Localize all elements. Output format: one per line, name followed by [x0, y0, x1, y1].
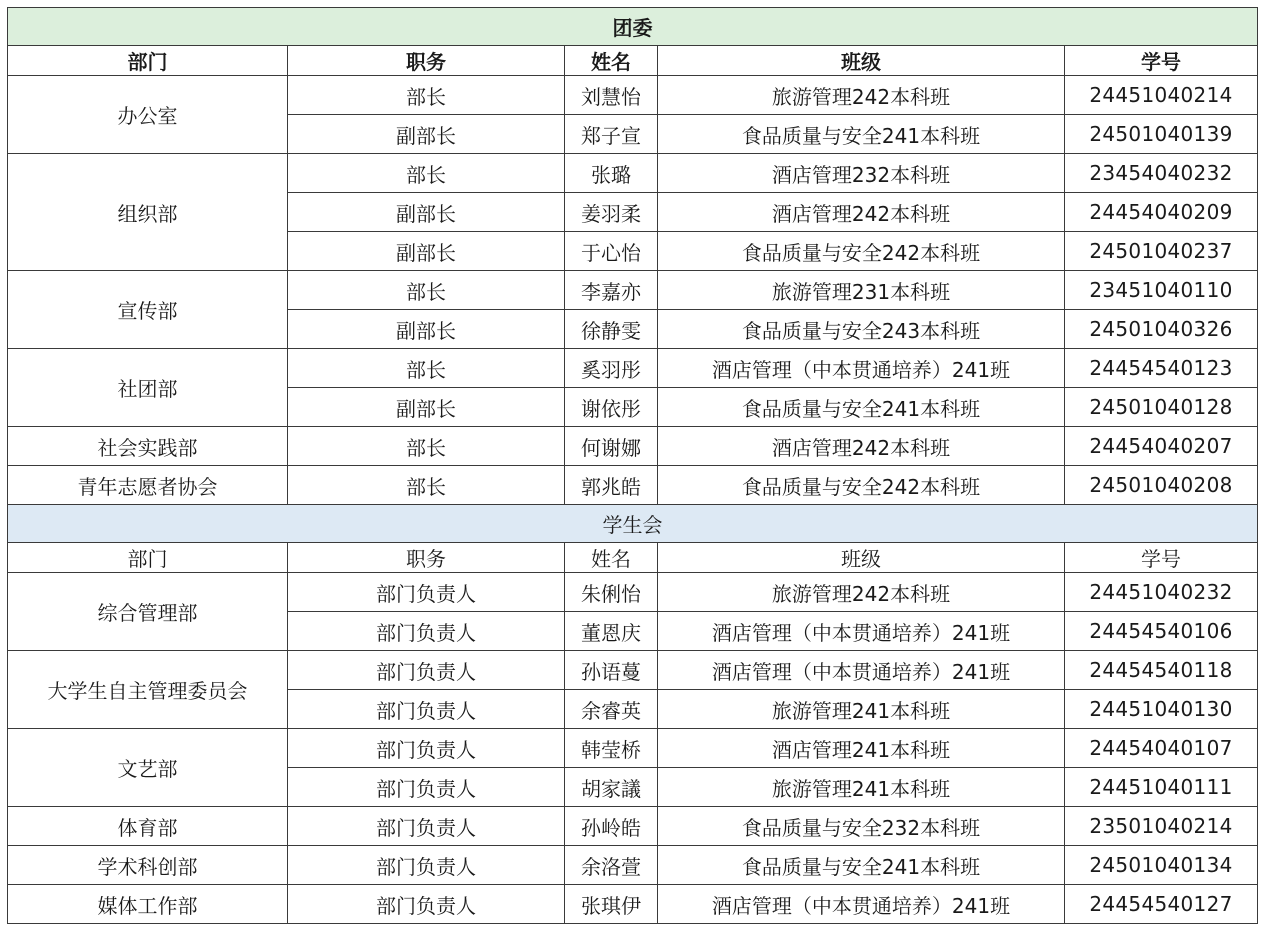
table-row — [8, 885, 1258, 924]
dept-cell: 社团部 — [8, 349, 288, 427]
role-cell: 部门负责人 — [288, 651, 565, 690]
dept-cell: 文艺部 — [8, 729, 288, 807]
role-cell: 部门负责人 — [288, 807, 565, 846]
class-cell: 旅游管理241本科班 — [658, 690, 1065, 729]
student-id-cell: 24454040209 — [1065, 193, 1258, 232]
role-cell: 部门负责人 — [288, 690, 565, 729]
role-cell: 部门负责人 — [288, 846, 565, 885]
name-cell: 余洛萱 — [565, 846, 658, 885]
header-row — [8, 543, 1258, 573]
class-cell: 旅游管理241本科班 — [658, 768, 1065, 807]
role-cell: 副部长 — [288, 232, 565, 271]
class-cell: 酒店管理242本科班 — [658, 427, 1065, 466]
class-cell: 酒店管理241本科班 — [658, 729, 1065, 768]
student-id-cell: 24454540106 — [1065, 612, 1258, 651]
table-row — [8, 729, 1258, 768]
column-header: 部门 — [8, 543, 288, 573]
class-cell: 食品质量与安全241本科班 — [658, 115, 1065, 154]
dept-cell: 宣传部 — [8, 271, 288, 349]
table-row — [8, 76, 1258, 115]
column-header: 部门 — [8, 46, 288, 76]
dept-cell: 综合管理部 — [8, 573, 288, 651]
table-row — [8, 271, 1258, 310]
class-cell: 食品质量与安全241本科班 — [658, 388, 1065, 427]
dept-cell: 体育部 — [8, 807, 288, 846]
table-row — [8, 573, 1258, 612]
dept-cell: 青年志愿者协会 — [8, 466, 288, 505]
name-cell: 韩莹桥 — [565, 729, 658, 768]
name-cell: 姜羽柔 — [565, 193, 658, 232]
name-cell: 孙语蔓 — [565, 651, 658, 690]
student-id-cell: 24451040130 — [1065, 690, 1258, 729]
table-row — [8, 651, 1258, 690]
dept-cell: 学术科创部 — [8, 846, 288, 885]
name-cell: 何谢娜 — [565, 427, 658, 466]
dept-cell: 组织部 — [8, 154, 288, 271]
class-cell: 酒店管理（中本贯通培养）241班 — [658, 651, 1065, 690]
column-header: 学号 — [1065, 543, 1258, 573]
name-cell: 朱俐怡 — [565, 573, 658, 612]
name-cell: 奚羽彤 — [565, 349, 658, 388]
role-cell: 副部长 — [288, 388, 565, 427]
role-cell: 部门负责人 — [288, 612, 565, 651]
class-cell: 酒店管理242本科班 — [658, 193, 1065, 232]
class-cell: 酒店管理（中本贯通培养）241班 — [658, 885, 1065, 924]
role-cell: 副部长 — [288, 115, 565, 154]
student-id-cell: 23454040232 — [1065, 154, 1258, 193]
role-cell: 部长 — [288, 154, 565, 193]
class-cell: 食品质量与安全241本科班 — [658, 846, 1065, 885]
role-cell: 部门负责人 — [288, 768, 565, 807]
student-id-cell: 24501040139 — [1065, 115, 1258, 154]
class-cell: 旅游管理231本科班 — [658, 271, 1065, 310]
student-id-cell: 24454540127 — [1065, 885, 1258, 924]
dept-cell: 媒体工作部 — [8, 885, 288, 924]
student-id-cell: 24501040128 — [1065, 388, 1258, 427]
student-id-cell: 23501040214 — [1065, 807, 1258, 846]
table-row — [8, 427, 1258, 466]
student-id-cell: 24454540118 — [1065, 651, 1258, 690]
column-header: 班级 — [658, 543, 1065, 573]
column-header: 姓名 — [565, 543, 658, 573]
roster-table — [7, 7, 1258, 924]
student-id-cell: 24501040237 — [1065, 232, 1258, 271]
column-header: 学号 — [1065, 46, 1258, 76]
name-cell: 余睿英 — [565, 690, 658, 729]
role-cell: 副部长 — [288, 193, 565, 232]
class-cell: 酒店管理（中本贯通培养）241班 — [658, 612, 1065, 651]
role-cell: 部门负责人 — [288, 729, 565, 768]
name-cell: 胡家議 — [565, 768, 658, 807]
table-row — [8, 846, 1258, 885]
section-title: 学生会 — [8, 505, 1258, 543]
name-cell: 郑子宣 — [565, 115, 658, 154]
class-cell: 食品质量与安全242本科班 — [658, 232, 1065, 271]
role-cell: 部长 — [288, 349, 565, 388]
student-id-cell: 24451040232 — [1065, 573, 1258, 612]
class-cell: 酒店管理（中本贯通培养）241班 — [658, 349, 1065, 388]
name-cell: 李嘉亦 — [565, 271, 658, 310]
role-cell: 部长 — [288, 76, 565, 115]
student-id-cell: 24501040134 — [1065, 846, 1258, 885]
role-cell: 部长 — [288, 466, 565, 505]
role-cell: 部长 — [288, 427, 565, 466]
name-cell: 董恩庆 — [565, 612, 658, 651]
class-cell: 食品质量与安全243本科班 — [658, 310, 1065, 349]
table-row — [8, 466, 1258, 505]
class-cell: 食品质量与安全242本科班 — [658, 466, 1065, 505]
student-id-cell: 24501040326 — [1065, 310, 1258, 349]
dept-cell: 办公室 — [8, 76, 288, 154]
student-id-cell: 24451040214 — [1065, 76, 1258, 115]
header-row — [8, 46, 1258, 76]
class-cell: 食品质量与安全232本科班 — [658, 807, 1065, 846]
column-header: 职务 — [288, 46, 565, 76]
table-row — [8, 154, 1258, 193]
role-cell: 部门负责人 — [288, 573, 565, 612]
section-title: 团委 — [8, 8, 1258, 46]
role-cell: 部长 — [288, 271, 565, 310]
name-cell: 张琪伊 — [565, 885, 658, 924]
name-cell: 谢依彤 — [565, 388, 658, 427]
column-header: 姓名 — [565, 46, 658, 76]
class-cell: 酒店管理232本科班 — [658, 154, 1065, 193]
student-id-cell: 23451040110 — [1065, 271, 1258, 310]
class-cell: 旅游管理242本科班 — [658, 573, 1065, 612]
name-cell: 于心怡 — [565, 232, 658, 271]
student-id-cell: 24451040111 — [1065, 768, 1258, 807]
student-id-cell: 24454040207 — [1065, 427, 1258, 466]
name-cell: 郭兆皓 — [565, 466, 658, 505]
table-row — [8, 349, 1258, 388]
role-cell: 副部长 — [288, 310, 565, 349]
dept-cell: 大学生自主管理委员会 — [8, 651, 288, 729]
name-cell: 孙岭皓 — [565, 807, 658, 846]
name-cell: 刘慧怡 — [565, 76, 658, 115]
name-cell: 张璐 — [565, 154, 658, 193]
student-id-cell: 24501040208 — [1065, 466, 1258, 505]
student-id-cell: 24454040107 — [1065, 729, 1258, 768]
student-id-cell: 24454540123 — [1065, 349, 1258, 388]
role-cell: 部门负责人 — [288, 885, 565, 924]
column-header: 职务 — [288, 543, 565, 573]
name-cell: 徐静雯 — [565, 310, 658, 349]
table-row — [8, 807, 1258, 846]
class-cell: 旅游管理242本科班 — [658, 76, 1065, 115]
column-header: 班级 — [658, 46, 1065, 76]
dept-cell: 社会实践部 — [8, 427, 288, 466]
